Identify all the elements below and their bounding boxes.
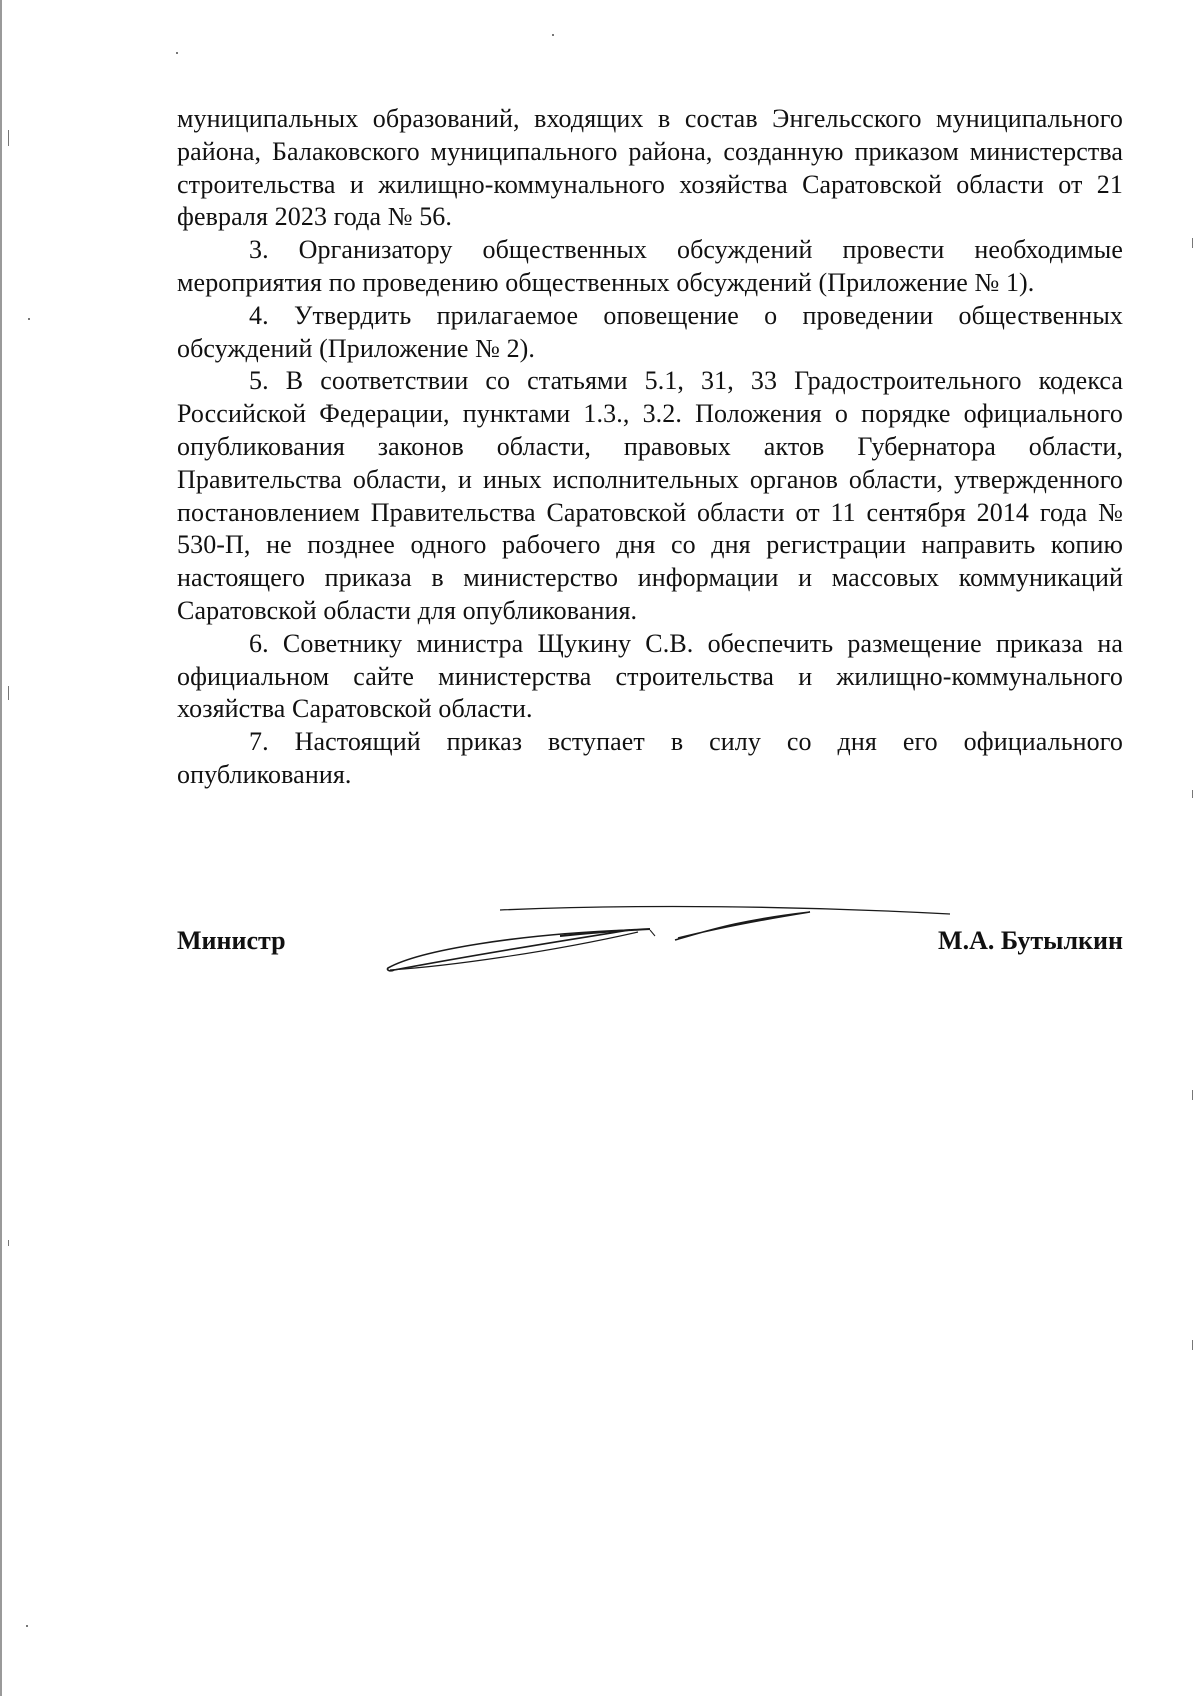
paragraph-item-6: 6. Советнику министра Щукину С.В. обеспечить размещение приказа на официальном сайте министерства строительства и жилищно-коммунального хозяйства Саратовской области. bbox=[177, 628, 1123, 724]
scan-speck bbox=[552, 34, 554, 36]
scan-speck bbox=[28, 318, 30, 320]
signatory-title: Министр bbox=[177, 926, 286, 955]
document-body bbox=[177, 103, 1123, 792]
paragraph-item-5: 5. В соответствии со статьями 5.1, 31, 33 Градостроительного кодекса Российской Федерации, пунктами 1.3., 3.2. Положения о порядке официального опубликования законов области, правовых актов Губернатора области, Правительства области, и иных исполнительных органов области, утвержденного постановлением Правительства Саратовской области от 11 сентября 2014 года № 530-П, не позднее одного рабочего дня со дня регистрации направить копию настоящего приказа в министерство информации и массовых коммуникаций Саратовской области для опубликования. bbox=[177, 366, 1123, 625]
signature-block bbox=[177, 926, 1123, 966]
paragraph-item-3: 3. Организатору общественных обсуждений провести необходимые мероприятия по проведению общественных обсуждений (Приложение № 1). bbox=[177, 235, 1123, 297]
scan-speck bbox=[8, 130, 9, 146]
scan-speck bbox=[1192, 1340, 1193, 1350]
scan-speck bbox=[8, 686, 9, 700]
scan-speck bbox=[26, 1625, 28, 1627]
scan-speck bbox=[176, 52, 178, 54]
signatory-name: М.А. Бутылкин bbox=[938, 926, 1123, 955]
paragraph-item-4: 4. Утвердить прилагаемое оповещение о проведении общественных обсуждений (Приложение № 2). bbox=[177, 300, 1123, 363]
scan-speck bbox=[8, 1240, 9, 1246]
paragraph-continuation: муниципальных образований, входящих в состав Энгельсского муниципального района, Балаковского муниципального района, созданную приказом министерства строительства и жилищно-коммунального хозяйства Саратовской области от 21 февраля 2023 года № 56. bbox=[177, 104, 1123, 232]
paragraph-item-7: 7. Настоящий приказ вступает в силу со дня его официального опубликования. bbox=[177, 727, 1123, 789]
scan-speck bbox=[1192, 1090, 1193, 1100]
scan-speck bbox=[1192, 238, 1193, 248]
scan-edge-line bbox=[0, 0, 2, 1696]
scan-speck bbox=[1192, 790, 1193, 798]
